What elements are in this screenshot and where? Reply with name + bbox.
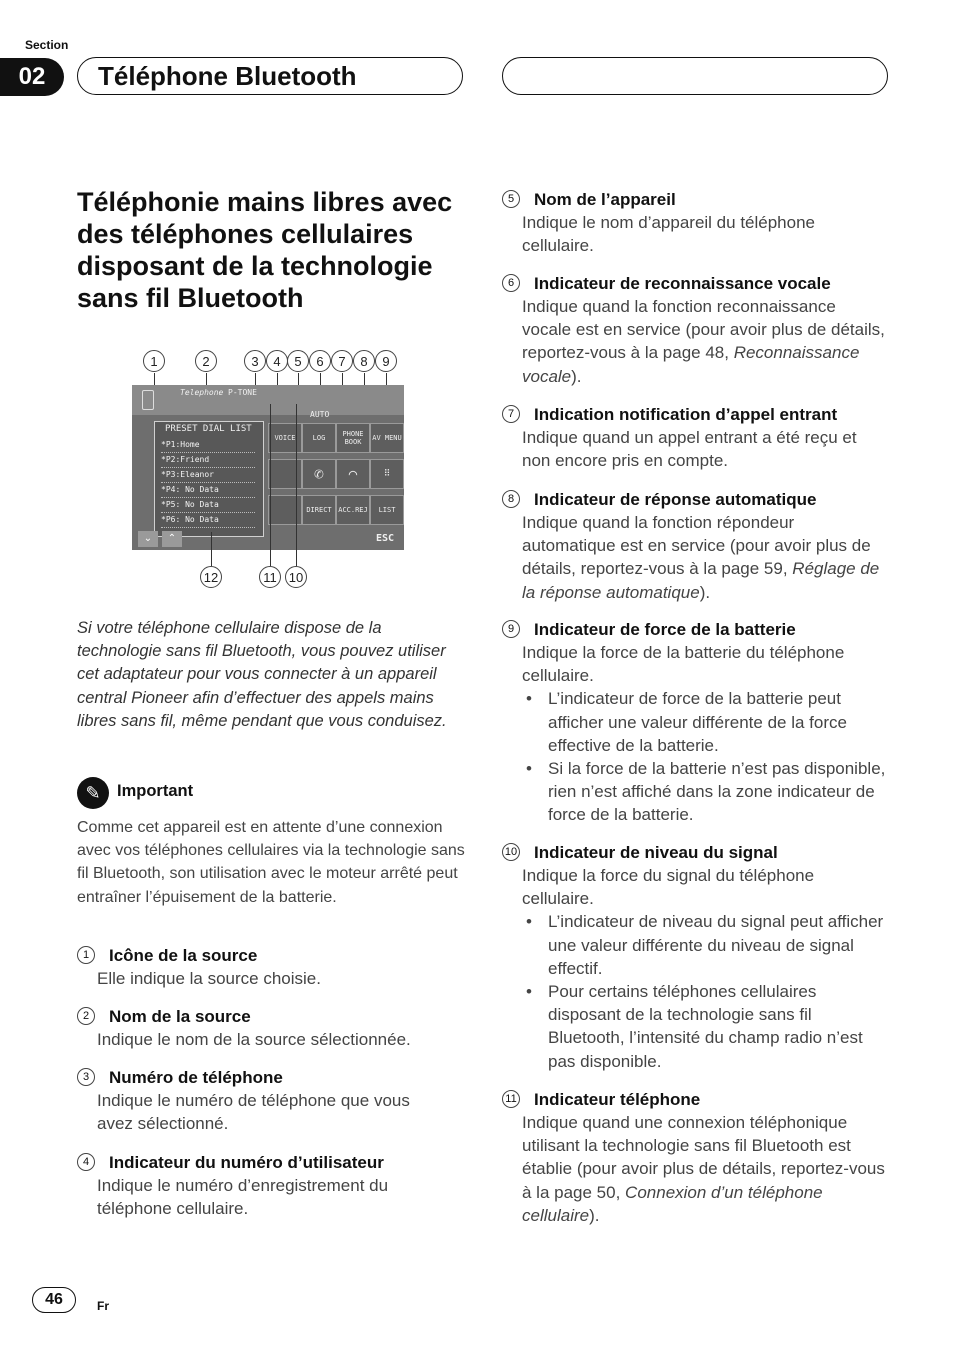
dial-button[interactable] xyxy=(370,459,404,489)
intro-paragraph: Si votre téléphone cellulaire dispose de la technologie sans fil Bluetooth, vous pouvez utiliser cet adaptateur pour vous connecter à un appareil central Pioneer afin d’effectuer des appels mains libres sans fil, même pendant que vous conduisez. xyxy=(77,619,447,730)
callout-2: 2 xyxy=(195,350,217,372)
item-body xyxy=(502,864,890,1073)
item-title: Indicateur téléphone xyxy=(534,1090,701,1109)
item-body: Elle indique la source choisie. xyxy=(97,969,321,988)
preset-list-title: PRESET DIAL LIST xyxy=(165,424,252,434)
direct-button[interactable]: DIRECT xyxy=(302,495,336,525)
item-body-text: Indique quand la fonction reconnaissance vocale est en service (pour avoir plus de détails, reportez-vous à la page 48, xyxy=(522,297,885,363)
item-body xyxy=(502,295,887,388)
device-screen xyxy=(132,385,404,550)
scroll-up-button[interactable]: ⌃ xyxy=(162,531,182,547)
item-title: Indicateur de réponse automatique xyxy=(534,490,817,509)
item-ref: Réglage de la réponse automatique xyxy=(522,559,880,602)
language-label: Fr xyxy=(97,1299,109,1313)
item-ref: Reconnaissance vocale xyxy=(522,343,860,386)
legend-item-5 xyxy=(502,188,882,257)
legend-item-8 xyxy=(502,488,887,604)
important-label: Important xyxy=(117,782,194,800)
callout-3: 3 xyxy=(244,350,266,372)
dial-pad-icon: ⠿ xyxy=(383,469,391,479)
item-body: Indique le nom de la source sélectionnée. xyxy=(97,1030,411,1049)
item-tail: ). xyxy=(699,582,711,602)
acc-rej-button[interactable]: ACC.REJ xyxy=(336,495,370,525)
callout-10: 10 xyxy=(285,566,307,588)
legend-item-3 xyxy=(77,1066,457,1135)
item-number: 2 xyxy=(77,1007,95,1025)
section-title: Téléphone Bluetooth xyxy=(77,57,463,95)
hang-up-button[interactable] xyxy=(336,459,370,489)
important-icon: ✎ xyxy=(77,777,109,809)
list-item[interactable]: *P2:Friend xyxy=(161,455,255,468)
callout-12: 12 xyxy=(200,566,222,588)
item-number: 6 xyxy=(502,274,520,292)
list-item[interactable]: *P3:Eleanor xyxy=(161,470,255,483)
item-number: 4 xyxy=(77,1153,95,1171)
item-ref: Connexion d’un téléphone cellulaire xyxy=(522,1182,823,1225)
av-menu-button[interactable]: AV MENU xyxy=(370,423,404,453)
list-button[interactable]: LIST xyxy=(370,495,404,525)
hang-up-icon: ⌒ xyxy=(348,466,358,482)
legend-item-6 xyxy=(502,272,887,388)
item-number: 1 xyxy=(77,946,95,964)
important-text: Comme cet appareil est en attente d’une connexion avec vos téléphones cellulaires via la technologie sans fil Bluetooth, son utilisation avec le moteur arrêté peut entraîner l’épuisement de la batterie. xyxy=(77,819,465,906)
screen-top-bar xyxy=(132,385,404,415)
list-item[interactable]: *P5: No Data xyxy=(161,500,255,513)
voice-button[interactable]: VOICE xyxy=(268,423,302,453)
page-heading: Téléphonie mains libres avec des téléphones cellulaires disposant de la technologie sans fil Bluetooth xyxy=(77,187,453,313)
callout-11: 11 xyxy=(259,566,281,588)
item-body-text: Indique quand la fonction répondeur automatique est en service (pour avoir plus de détails, reportez-vous à la page 59, xyxy=(522,513,871,579)
callout-7: 7 xyxy=(331,350,353,372)
bullet-item: • L’indicateur de force de la batterie peut afficher une valeur différente de la force effective de la batterie. xyxy=(522,687,890,757)
phone-book-button[interactable]: PHONE BOOK xyxy=(336,423,370,453)
item-number: 7 xyxy=(502,405,520,423)
item-title: Numéro de téléphone xyxy=(109,1068,283,1087)
screen-source-name: Telephone xyxy=(180,388,224,397)
screen-device-name: P-TONE xyxy=(228,388,257,397)
call-button[interactable] xyxy=(302,459,336,489)
item-title: Indication notification d’appel entrant xyxy=(534,405,838,424)
phone-icon: ✆ xyxy=(314,464,324,483)
legend-item-2 xyxy=(77,1005,457,1051)
callout-6: 6 xyxy=(309,350,331,372)
item-number: 9 xyxy=(502,620,520,638)
bullet-item: • Si la force de la batterie n’est pas disponible, rien n’est affiché dans la zone indicateur de force de la batterie. xyxy=(522,757,890,827)
item-body-text: Indique la force de la batterie du téléphone cellulaire. xyxy=(522,643,845,686)
leader-line xyxy=(211,532,212,566)
callout-8: 8 xyxy=(353,350,375,372)
section-label: Section xyxy=(25,38,69,52)
item-tail: ). xyxy=(589,1205,600,1225)
callout-4: 4 xyxy=(266,350,288,372)
list-item[interactable]: *P4: No Data xyxy=(161,485,255,498)
legend-item-4 xyxy=(77,1151,465,1220)
item-body xyxy=(502,511,887,604)
item-body-text: Indique la force du signal du téléphone cellulaire. xyxy=(522,866,815,909)
screen-auto-indicator: AUTO xyxy=(310,410,330,419)
item-number: 3 xyxy=(77,1068,95,1086)
callout-1: 1 xyxy=(143,350,165,372)
page-number: 46 xyxy=(32,1287,76,1313)
bullet-item: • Pour certains téléphones cellulaires disposant de la technologie sans fil Bluetooth, l’intensité du champ radio n’est pas disponible. xyxy=(522,980,890,1073)
legend-item-7 xyxy=(502,403,887,472)
item-title: Indicateur de niveau du signal xyxy=(534,843,778,862)
item-body: Indique quand un appel entrant a été reçu et non encore pris en compte. xyxy=(522,428,857,471)
section-number-badge: 02 xyxy=(0,58,64,96)
item-title: Icône de la source xyxy=(109,946,258,965)
phone-source-icon xyxy=(142,390,154,410)
item-body: Indique le numéro d’enregistrement du téléphone cellulaire. xyxy=(97,1176,389,1219)
list-item[interactable]: *P6: No Data xyxy=(161,515,255,528)
leader-line xyxy=(296,404,297,566)
preset-dial-list xyxy=(154,421,264,537)
leader-line xyxy=(270,404,271,566)
item-number: 5 xyxy=(502,190,520,208)
log-button[interactable]: LOG xyxy=(302,423,336,453)
item-title: Indicateur de force de la batterie xyxy=(534,620,796,639)
callout-9: 9 xyxy=(375,350,397,372)
legend-item-1 xyxy=(77,944,457,990)
item-body xyxy=(502,1111,890,1227)
item-title: Indicateur de reconnaissance vocale xyxy=(534,274,831,293)
item-body-text: Indique quand une connexion téléphonique utilisant la technologie sans fil Bluetooth est établie (pour avoir plus de détails, reportez-vous à la page 50, xyxy=(522,1113,885,1202)
item-title: Nom de l’appareil xyxy=(534,190,676,209)
item-number: 10 xyxy=(502,843,520,861)
callout-5: 5 xyxy=(287,350,309,372)
bullet-item: • L’indicateur de niveau du signal peut afficher une valeur différente du niveau de signal effectif. xyxy=(522,910,890,980)
esc-button[interactable]: ESC xyxy=(376,533,395,544)
legend-item-11 xyxy=(502,1088,890,1227)
item-tail: ). xyxy=(571,366,582,386)
legend-item-9 xyxy=(502,618,890,827)
item-body xyxy=(502,641,890,827)
section-title-empty-box xyxy=(502,57,888,95)
list-item[interactable]: *P1:Home xyxy=(161,440,255,453)
item-title: Nom de la source xyxy=(109,1007,251,1026)
legend-item-10 xyxy=(502,841,890,1073)
item-body: Indique le numéro de téléphone que vous avez sélectionné. xyxy=(97,1091,410,1134)
scroll-down-button[interactable]: ⌄ xyxy=(138,531,158,547)
item-body: Indique le nom d’appareil du téléphone cellulaire. xyxy=(522,213,816,256)
item-title: Indicateur du numéro d’utilisateur xyxy=(109,1153,384,1172)
item-number: 8 xyxy=(502,490,520,508)
item-number: 11 xyxy=(502,1090,520,1108)
